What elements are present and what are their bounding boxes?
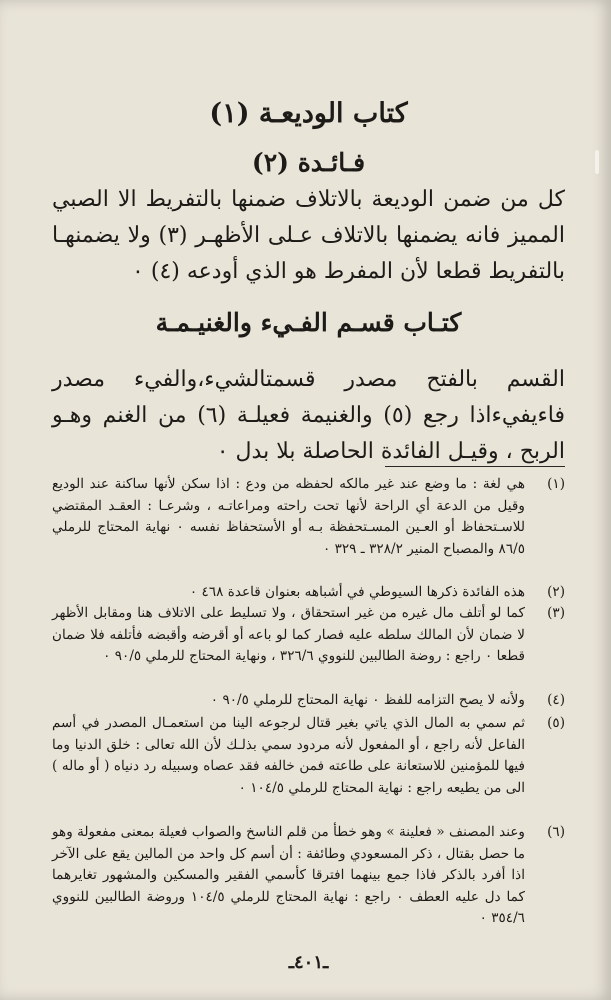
page-edge-mark xyxy=(595,150,599,174)
footnote-text: ولأنه لا يصح التزامه للفظ ٠ نهاية المحتاج للرملي ٩٠/٥ ٠ xyxy=(210,692,525,708)
footnote-separator xyxy=(385,466,565,467)
page-content xyxy=(52,0,565,1000)
footnote-1 xyxy=(52,474,565,560)
footnote-6 xyxy=(52,822,565,930)
footnote-text: هي لغة : ما وضع عند غير مالكه لحفظه من ودع : اذا سكن لأنها ساكنة عند الوديع وقيل من الدعة أي الراحة لأنها تحت راحته ومراعاتـه ، وشرعـا : العقـد المقتضي للاسـتحفاظ أو العـين المسـتحفظة بـه أو الأستحفاظ نفسه ٠ نهاية المحتاج للرملي ٨٦/٥ والمصباح المنير ٣٢٨/٢ ـ ٣٢٩ ٠ xyxy=(52,476,525,557)
fayda-paragraph: كل من ضمن الوديعة بالاتلاف ضمنها بالتفريط الا الصبي المميز فانه يضمنها بالاتلاف عـلى الأظهـر (٣) ولا يضمنهـا بالتفريط قطعا لأن المفرط هو الذي أودعه (٤) ٠ xyxy=(52,187,565,284)
footnote-number: (٣) xyxy=(547,605,565,621)
chapter-heading-wadia: كتاب الوديعـة (١) xyxy=(209,98,408,129)
footnote-number: (٤) xyxy=(547,692,565,708)
chapter-heading-fay: كتـاب قسـم الفـيء والغنيـمـة xyxy=(155,308,462,337)
footnote-5 xyxy=(52,713,565,799)
footnote-text: ثم سمي به المال الذي ياتي بغير قتال لرجوعه الينا من استعمـال المصدر في أسم الفاعل لأنه راجع ، أو المفعول لأنه مردود سمي بذلـك لأن الله تعالى : خلق الدنيا وما فيها للمؤمنين للاستعانة على طاعته فمن خالفه فقد عصاه وسبيله رد دنياه ( أو ماله ) الى من يطيعه راجع : نهاية المحتاج للرملي ١٠٤/٥ ٠ xyxy=(52,715,525,796)
footnote-number: (١) xyxy=(547,476,565,492)
footnote-number: (٥) xyxy=(547,715,565,731)
footnote-number: (٦) xyxy=(547,824,565,840)
footnote-text: كما لو أتلف مال غيره من غير استحقاق ، ولا تسليط على الاتلاف هنا ومقابل الأظهر لا ضمان لأن المالك سلطه عليه فصار كما لو باعه أو أقرضه وأقبضه فأتلفه فلا ضمان قطعا ٠ راجع : روضة الطالبين للنووي ٣٢٦/٦ ، ونهاية المحتاج للرملي ٩٠/٥ ٠ xyxy=(52,605,525,664)
footnote-2 xyxy=(52,582,565,604)
footnote-text: هذه الفائدة ذكرها السيوطي في أشباهه بعنوان قاعدة ٤٦٨ ٠ xyxy=(189,584,525,600)
footnote-text: وعند المصنف « فعلينة » وهو خطأ من قلم الناسخ والصواب فعيلة بمعنى مفعولة وهو ما حصل بقتال ، ذكر المسعودي وطائفة : أن أسم كل واحد من المالين يقع على الآخر اذا أفرد بالذكر فاذا جمع بينهما افترقا كأسمي الفقير والمسكين والمشهور تغايرهما كما دل عليه العطف ٠ راجع : نهاية المحتاج للرملي ١٠٤/٥ وروضة الطالبين للنووي ٣٥٤/٦ ٠ xyxy=(52,824,526,926)
page-number: ـ٤٠١ـ xyxy=(288,952,329,973)
footnote-3 xyxy=(52,603,565,668)
fayda-heading: فـائـدة (٢) xyxy=(251,148,366,177)
footnote-4 xyxy=(52,690,565,712)
fay-paragraph: القسم بالفتح مصدر قسمتالشيء،والفيء مصدر فاءيفيءاذا رجع (٥) والغنيمة فعيلـة (٦) من الغنم وهـو الربح ، وقيـل الفائدة الحاصلة بلا بدل ٠ xyxy=(52,367,566,464)
footnote-number: (٢) xyxy=(547,584,565,600)
